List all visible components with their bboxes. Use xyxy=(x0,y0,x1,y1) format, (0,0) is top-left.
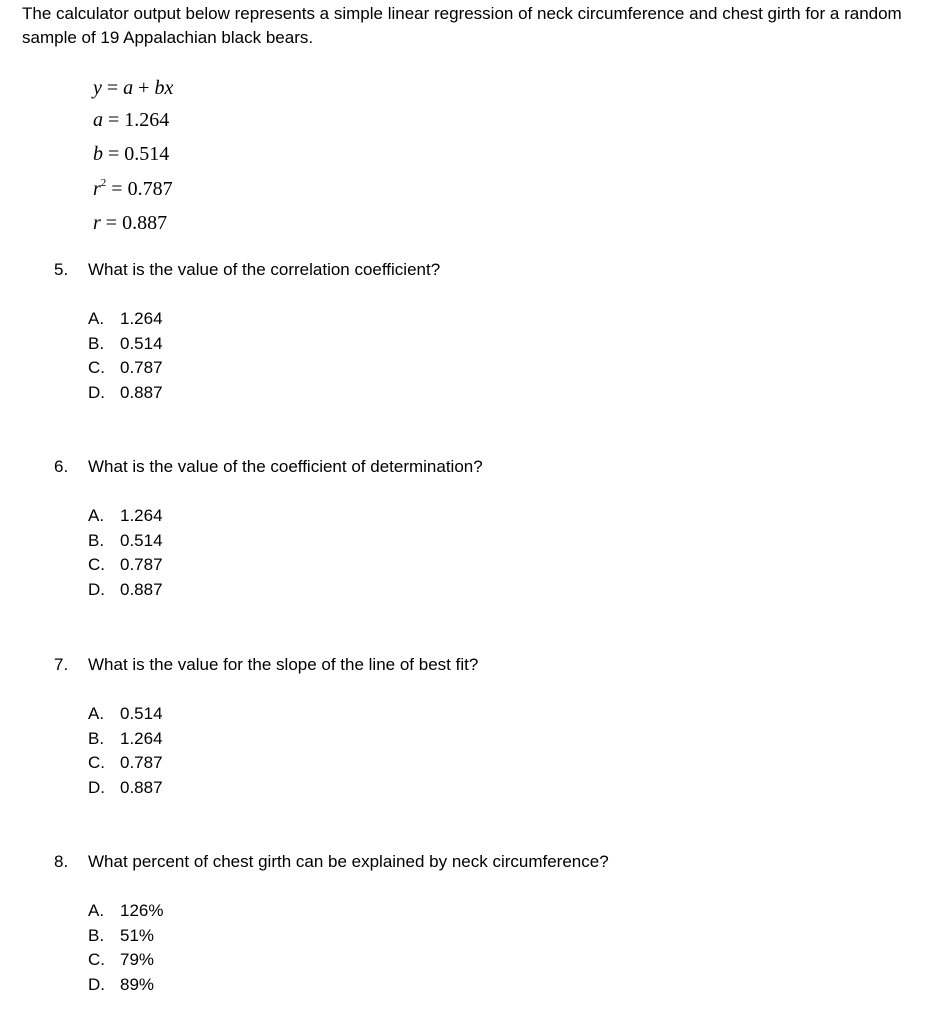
choice-letter: A. xyxy=(88,704,105,723)
r-symbol: r xyxy=(93,212,101,234)
equation-y: y xyxy=(93,77,102,99)
choice-text: 0.514 xyxy=(120,530,163,550)
choice-b[interactable] xyxy=(88,529,163,554)
choice-text: 0.514 xyxy=(120,704,163,723)
slope-value: 0.514 xyxy=(124,143,170,165)
choice-letter: C. xyxy=(88,950,105,970)
question-text: What percent of chest girth can be explained by neck circumference? xyxy=(88,852,609,871)
choice-d[interactable] xyxy=(88,381,163,406)
choice-a[interactable] xyxy=(88,899,163,924)
choice-letter: B. xyxy=(88,728,105,748)
r-squared-exponent: 2 xyxy=(100,177,107,189)
question-6 xyxy=(54,455,483,479)
choice-text: 1.264 xyxy=(120,728,163,748)
choice-text: 0.514 xyxy=(120,333,163,353)
equation-a: a xyxy=(123,77,134,99)
choice-a[interactable] xyxy=(88,702,163,727)
question-number: 5. xyxy=(54,260,69,279)
choice-c[interactable] xyxy=(88,948,163,973)
question-text: What is the value of the correlation coefficient? xyxy=(88,260,441,279)
choice-text: 51% xyxy=(120,925,155,945)
choice-text: 0.887 xyxy=(120,777,163,797)
choice-d[interactable] xyxy=(88,973,163,998)
choice-letter: D. xyxy=(88,382,105,402)
choice-letter: D. xyxy=(88,579,105,599)
equation-x: x xyxy=(164,77,174,99)
slope-symbol: b xyxy=(93,143,103,165)
choice-letter: C. xyxy=(88,358,105,378)
choices-question-8 xyxy=(88,899,163,997)
choice-text: 126% xyxy=(120,901,164,920)
choice-b[interactable] xyxy=(88,332,163,357)
intercept-line: a = 1.264 xyxy=(93,109,170,131)
choice-text: 0.787 xyxy=(120,753,163,773)
regression-equation: y = a + bx xyxy=(93,77,174,99)
equation-b: b xyxy=(154,77,165,99)
slope-line: b = 0.514 xyxy=(93,143,170,165)
question-5 xyxy=(54,258,440,282)
intercept-value: 1.264 xyxy=(124,109,170,131)
choice-letter: B. xyxy=(88,925,105,945)
choice-c[interactable] xyxy=(88,356,163,381)
question-number: 7. xyxy=(54,655,69,674)
choices-question-5 xyxy=(88,307,163,405)
choice-letter: C. xyxy=(88,555,105,575)
choice-c[interactable] xyxy=(88,553,163,578)
choice-b[interactable] xyxy=(88,924,163,949)
choice-text: 79% xyxy=(120,950,155,970)
choice-c[interactable] xyxy=(88,751,163,776)
choice-text: 1.264 xyxy=(120,506,163,525)
intro-paragraph: The calculator output below represents a simple linear regression of neck circumference and chest girth for a random sample of 19 Appalachian black bears. xyxy=(22,4,902,47)
question-number: 8. xyxy=(54,852,69,871)
intercept-symbol: a xyxy=(93,109,103,131)
choice-text: 0.787 xyxy=(120,555,163,575)
choice-letter: A. xyxy=(88,901,105,920)
question-8 xyxy=(54,850,609,874)
choice-d[interactable] xyxy=(88,776,163,801)
choice-letter: B. xyxy=(88,333,105,353)
choice-text: 1.264 xyxy=(120,309,163,328)
choice-d[interactable] xyxy=(88,578,163,603)
choice-text: 89% xyxy=(120,974,155,994)
choice-a[interactable] xyxy=(88,307,163,332)
choice-text: 0.887 xyxy=(120,382,163,402)
choice-letter: A. xyxy=(88,309,105,328)
choice-b[interactable] xyxy=(88,727,163,752)
choices-question-7 xyxy=(88,702,163,800)
choices-question-6 xyxy=(88,504,163,602)
choice-letter: B. xyxy=(88,530,105,550)
choice-text: 0.887 xyxy=(120,579,163,599)
choice-letter: D. xyxy=(88,974,105,994)
choice-a[interactable] xyxy=(88,504,163,529)
r-squared-value: 0.787 xyxy=(127,178,173,200)
choice-letter: C. xyxy=(88,753,105,773)
question-number: 6. xyxy=(54,457,69,476)
r-value: 0.887 xyxy=(122,212,168,234)
question-text: What is the value of the coefficient of determination? xyxy=(88,457,483,476)
question-7 xyxy=(54,653,478,677)
choice-letter: A. xyxy=(88,506,105,525)
choice-letter: D. xyxy=(88,777,105,797)
r-squared-line: $r^2 = 0.787$ xyxy=(93,177,173,200)
r-squared-symbol: r xyxy=(93,178,101,200)
question-text: What is the value for the slope of the line of best fit? xyxy=(88,655,479,674)
r-line: r = 0.887 xyxy=(93,212,168,234)
choice-text: 0.787 xyxy=(120,358,163,378)
